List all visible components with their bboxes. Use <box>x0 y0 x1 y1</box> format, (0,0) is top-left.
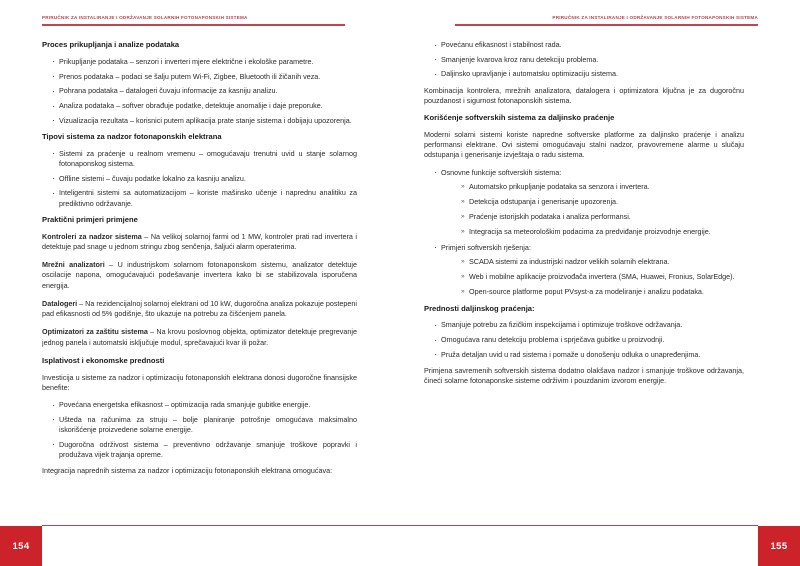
example-datalogeri <box>42 299 357 319</box>
example-text: – Na rezidencijalnoj solarnoj elektrani od 10 kW, dugoročna analiza pokazuje postepeni pad efikasnosti od 5% godišnje, što ukazuje na potrebu za čišćenjem panela. <box>42 298 357 319</box>
paragraph-isplativost-intro: Investicija u sisteme za nadzor i optimizaciju fotonaponskih elektrana donosi dugoročne finansijske benefite: <box>42 372 357 392</box>
sublist-item: » Web i mobilne aplikacije proizvođača invertera (SMA, Huawei, Fronius, SolarEdge). <box>461 272 744 282</box>
page-number-right: 155 <box>758 526 800 566</box>
running-header-right: PRIRUČNIK ZA INSTALIRANJE I ODRŽAVANJE SOLARNIH FOTONAPONSKIH SISTEMA <box>552 15 758 20</box>
list-item: · Omogućava ranu detekciju problema i sprječava gubitke u proizvodnji. <box>434 335 744 345</box>
header-rule-right <box>455 24 758 26</box>
list-item: · Inteligentni sistemi sa automatizacijom – koriste mašinsko učenje i naprednu analitiku za prediktivno održavanje. <box>52 188 357 208</box>
heading-tipovi-sistema: Tipovi sistema za nadzor fotonaponskih elektrana <box>42 131 222 141</box>
page-number-left: 154 <box>0 526 42 566</box>
list-item: · Pohrana podataka – datalogeri čuvaju informacije za kasniju analizu. <box>52 86 357 96</box>
page-right <box>400 0 800 566</box>
list-item: · Povećanu efikasnost i stabilnost rada. <box>434 40 744 50</box>
example-kontroleri <box>42 232 357 252</box>
list-item: · Povećana energetska efikasnost – optimizacija rada smanjuje gubitke energije. <box>52 400 357 410</box>
list-prednosti-daljinskog <box>424 320 744 360</box>
header-rule-left <box>42 24 345 26</box>
example-lead: Kontroleri za nadzor sistema <box>42 231 142 241</box>
list-item: · Dugoročna održivost sistema – preventivno održavanje smanjuje troškove popravki i produžava vijek trajanja opreme. <box>52 440 357 460</box>
paragraph-primjena-closing: Primjena savremenih softverskih sistema dodatno olakšava nadzor i smanjuje troškove održavanja, čineći solarne fotonaponske sisteme održivim i pouzdanim izvorom energije. <box>424 366 744 386</box>
list-item: · Smanjuje potrebu za fizičkim inspekcijama i optimizuje troškove održavanja. <box>434 320 744 330</box>
list-item: · Ušteda na računima za struju – bolje planiranje potrošnje omogućava maksimalno iskorišćenje proizvedene solarne energije. <box>52 415 357 435</box>
list-item: · Prikupljanje podataka – senzori i inverteri mjere električne i ekološke parametre. <box>52 57 357 67</box>
example-lead: Datalogeri <box>42 298 78 308</box>
heading-proces-prikupljanja: Proces prikupljanja i analize podataka <box>42 40 180 49</box>
right-page-text-column <box>424 40 744 518</box>
heading-prakticni-primjeri: Praktični primjeri primjene <box>42 214 138 224</box>
paragraph-integracija-closing: Integracija naprednih sistema za nadzor i optimizaciju fotonaponskih elektrana omogućava: <box>42 466 333 476</box>
list-item: · Sistemi za praćenje u realnom vremenu – omogućavaju trenutni uvid u stanje solarnog fotonaponskog sistema. <box>52 149 357 169</box>
example-lead: Mrežni analizatori <box>42 260 105 270</box>
heading-koriscenje-softverskih: Korišćenje softverskih sistema za daljinsko praćenje <box>424 113 615 123</box>
list-item: · Daljinsko upravljanje i automatsku optimizaciju sistema. <box>434 69 744 79</box>
running-header-left: PRIRUČNIK ZA INSTALIRANJE I ODRŽAVANJE SOLARNIH FOTONAPONSKIH SISTEMA <box>42 15 248 20</box>
sublist-item: » Automatsko prikupljanje podataka sa senzora i invertera. <box>461 182 744 192</box>
sublist-item: » Detekcija odstupanja i generisanje upozorenja. <box>461 197 744 207</box>
example-optimizatori <box>42 327 357 347</box>
list-top-benefits <box>424 40 744 80</box>
list-item-label: Osnovne funkcije softverskih sistema: <box>441 167 562 177</box>
list-item <box>434 243 744 298</box>
sublist-osnovne-funkcije <box>441 182 744 238</box>
heading-prednosti-daljinskog: Prednosti daljinskog praćenja: <box>424 303 535 313</box>
paragraph-softver-intro: Moderni solarni sistemi koriste napredne softverske platforme za daljinsko praćenje i analizu performansi elektrane. Ovi sistemi omogućavaju stalni nadzor, pravovremene alarme u slučaju odstupanja i generisanje izvještaja o radu sistema. <box>424 129 744 160</box>
footer-rule-right <box>400 525 758 526</box>
sublist-item: » SCADA sistemi za industrijski nadzor velikih solarnih elektrana. <box>461 257 744 267</box>
list-ekonomske-prednosti <box>42 400 357 460</box>
example-lead: Optimizatori za zaštitu sistema <box>42 327 148 337</box>
list-item: · Offline sistemi – čuvaju podatke lokalno za kasniju analizu. <box>52 174 357 184</box>
example-mrezni-analizatori <box>42 260 357 291</box>
list-item-label: Primjeri softverskih rješenja: <box>441 242 531 252</box>
example-text: – Na velikoj solarnoj farmi od 1 MW, kontroler prati rad invertera i detektuje pad snage u jednom stringu zbog senčenja, šaljući alarm operaterima. <box>42 231 357 251</box>
list-item: · Smanjenje kvarova kroz ranu detekciju problema. <box>434 55 744 65</box>
list-item: · Vizualizacija rezultata – korisnici putem aplikacija prate stanje sistema i dobijaju upozorenja. <box>52 116 357 126</box>
left-page-text-column <box>42 40 357 518</box>
list-item: · Pruža detaljan uvid u rad sistema i pomaže u donošenju odluka o unapređenjima. <box>434 350 744 360</box>
sublist-item: » Open-source platforme poput PVsyst-a za modeliranje i analizu podataka. <box>461 287 744 297</box>
sublist-item: » Praćenje istorijskih podataka i analiza performansi. <box>461 212 744 222</box>
footer-rule-left <box>42 525 400 526</box>
paragraph-kombinacija: Kombinacija kontrolera, mrežnih analizatora, datalogera i optimizatora ključna je za dugoročnu pouzdanost i sigurnost fotonaponskih sistema. <box>424 85 744 105</box>
example-text: – U industrijskom solarnom fotonaponskom sistemu, analizator detektuje oscilacije napona, omogućavajući podešavanje invertera kako bi se stabilizovala isporučena energija. <box>42 260 357 290</box>
list-item <box>434 168 744 238</box>
sublist-softverska-rjesenja <box>441 257 744 298</box>
sublist-item: » Integracija sa meteorološkim podacima za predviđanje proizvodnje energije. <box>461 227 744 237</box>
example-text: – Na krovu poslovnog objekta, optimizator detektuje pregrevanje jednog panela i automatski isključuje modul, sprečavajući kvar ili požar. <box>42 327 357 347</box>
list-tipovi-sistema <box>42 149 357 209</box>
list-softverske-funkcije <box>424 168 744 298</box>
list-item: · Prenos podataka – podaci se šalju putem Wi-Fi, Zigbee, Bluetooth ili žičanih veza. <box>52 72 357 82</box>
list-proces-prikupljanja <box>42 57 357 126</box>
heading-isplativost: Isplativost i ekonomske prednosti <box>42 355 165 365</box>
list-item: · Analiza podataka – softver obrađuje podatke, detektuje anomalije i daje preporuke. <box>52 101 357 111</box>
